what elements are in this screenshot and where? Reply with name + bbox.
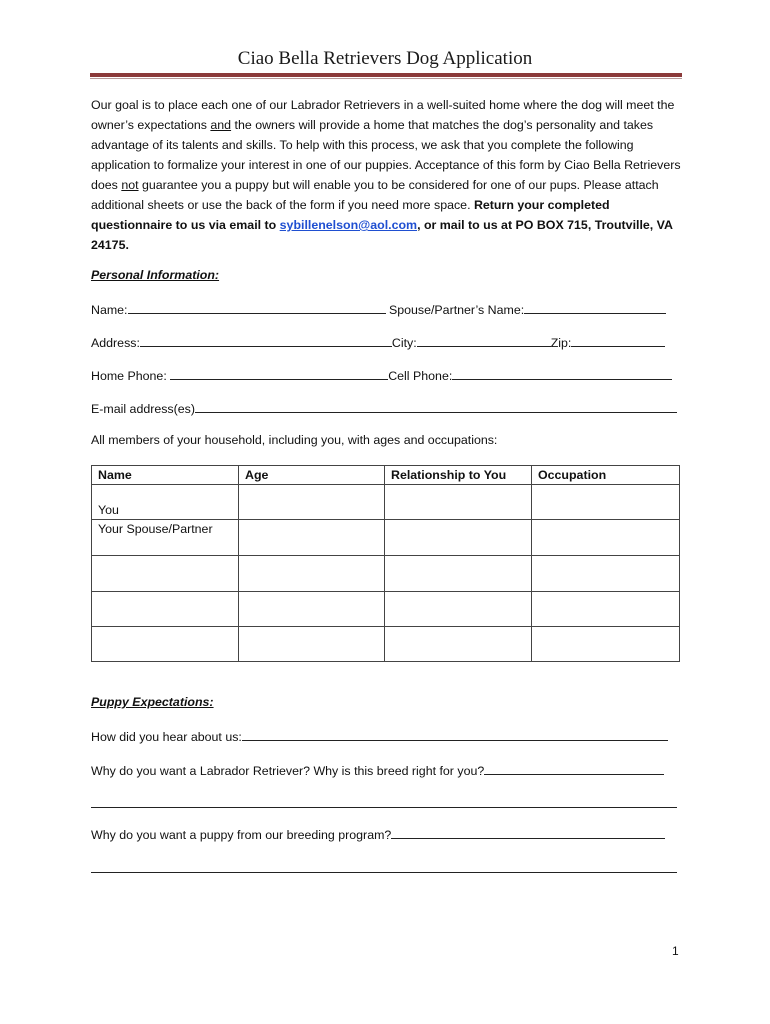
household-relationship-cell[interactable] xyxy=(385,556,532,592)
household-header-row xyxy=(92,466,680,485)
home-phone-field[interactable] xyxy=(170,367,388,380)
household-age-cell[interactable] xyxy=(239,627,385,662)
intro-paragraph xyxy=(91,95,681,255)
spouse-name-label: Spouse/Partner’s Name: xyxy=(388,303,525,317)
intro-not: not xyxy=(121,178,139,192)
household-age-cell[interactable] xyxy=(239,485,385,520)
spouse-name-field[interactable] xyxy=(524,301,666,314)
email-row xyxy=(91,400,681,416)
household-relationship-cell[interactable] xyxy=(385,520,532,556)
table-row xyxy=(92,592,680,627)
email-field[interactable] xyxy=(195,400,677,413)
table-row xyxy=(92,556,680,592)
cell-phone-label: Cell Phone: xyxy=(388,369,453,383)
why-lab-row xyxy=(91,762,681,778)
household-occupation-cell[interactable] xyxy=(532,520,680,556)
household-relationship-cell[interactable] xyxy=(385,485,532,520)
email-link[interactable]: sybillenelson@aol.com xyxy=(279,218,418,232)
intro-mail-text: , or mail to us at PO BOX 715, Troutville, VA 24175. xyxy=(91,218,673,252)
hear-answer-field[interactable] xyxy=(242,728,668,741)
household-prompt: All members of your household, including you, with ages and occupations: xyxy=(91,433,498,447)
address-field[interactable] xyxy=(140,334,392,347)
household-relationship-cell[interactable] xyxy=(385,592,532,627)
hear-row xyxy=(91,728,681,744)
household-occupation-cell[interactable] xyxy=(532,592,680,627)
household-occupation-cell[interactable] xyxy=(532,556,680,592)
why-program-answer-field[interactable] xyxy=(391,826,665,839)
household-name-cell[interactable] xyxy=(92,520,239,556)
why-program-row xyxy=(91,826,681,842)
phone-row xyxy=(91,367,681,383)
page-number: 1 xyxy=(672,944,679,958)
household-occupation-cell[interactable] xyxy=(532,485,680,520)
name-label: Name: xyxy=(91,303,128,317)
why-program-question: Why do you want a puppy from our breeding program? xyxy=(91,828,392,842)
header-age: Age xyxy=(239,466,385,485)
household-table xyxy=(91,465,680,662)
city-label: City: xyxy=(391,336,417,350)
puppy-expectations-heading: Puppy Expectations: xyxy=(91,695,214,709)
table-row xyxy=(92,485,680,520)
personal-info-heading: Personal Information: xyxy=(91,268,220,282)
household-name-cell[interactable] xyxy=(92,485,239,520)
title-rule xyxy=(90,73,682,77)
email-label: E-mail address(es) xyxy=(91,402,195,416)
title-rule-shadow xyxy=(90,78,682,79)
header-occupation: Occupation xyxy=(532,466,680,485)
household-name-cell[interactable] xyxy=(92,627,239,662)
cell-phone-field[interactable] xyxy=(452,367,672,380)
household-name-cell[interactable] xyxy=(92,592,239,627)
table-row xyxy=(92,520,680,556)
intro-text-1: Our goal is to place each one of our Labrador Retrievers in a well-suited home where the dog will meet the owner’s expectations xyxy=(91,98,675,132)
row-spouse-label: Your Spouse/Partner xyxy=(98,522,213,536)
household-age-cell[interactable] xyxy=(239,556,385,592)
address-row xyxy=(91,334,681,350)
intro-and: and xyxy=(210,118,232,132)
household-occupation-cell[interactable] xyxy=(532,627,680,662)
name-row xyxy=(91,301,681,317)
home-phone-label: Home Phone: xyxy=(91,369,167,383)
household-relationship-cell[interactable] xyxy=(385,627,532,662)
zip-field[interactable] xyxy=(571,334,665,347)
intro-text-3: guarantee you a puppy but will enable you to be considered for one of our pups. Please attach additional sheets or use the back of the form if you need more space. xyxy=(91,178,659,212)
address-label: Address: xyxy=(91,336,140,350)
why-program-answer-line[interactable] xyxy=(91,860,681,876)
zip-label: Zip: xyxy=(550,336,572,350)
intro-text-2: the owners will provide a home that matches the dog’s personality and takes advantage of its talents and skills. To help with this process, we ask that you complete the following application to formalize your interest in one of our puppies. Acceptance of this form by Ciao Bella Retrievers does xyxy=(91,118,681,192)
why-lab-answer-line[interactable] xyxy=(91,795,681,811)
why-lab-extra-line[interactable] xyxy=(91,795,677,808)
household-age-cell[interactable] xyxy=(239,520,385,556)
row-you-label: You xyxy=(98,503,119,517)
why-lab-question: Why do you want a Labrador Retriever? Why is this breed right for you? xyxy=(91,764,485,778)
name-field[interactable] xyxy=(128,301,386,314)
why-lab-answer-field[interactable] xyxy=(484,762,664,775)
header-relationship: Relationship to You xyxy=(385,466,532,485)
table-row xyxy=(92,627,680,662)
household-name-cell[interactable] xyxy=(92,556,239,592)
header-name: Name xyxy=(92,466,239,485)
hear-question: How did you hear about us: xyxy=(91,730,242,744)
intro-return-text: Return your completed questionnaire to us via email to xyxy=(91,198,610,232)
why-program-extra-line[interactable] xyxy=(91,860,677,873)
household-age-cell[interactable] xyxy=(239,592,385,627)
document-title: Ciao Bella Retrievers Dog Application xyxy=(237,48,533,69)
city-field[interactable] xyxy=(417,334,551,347)
